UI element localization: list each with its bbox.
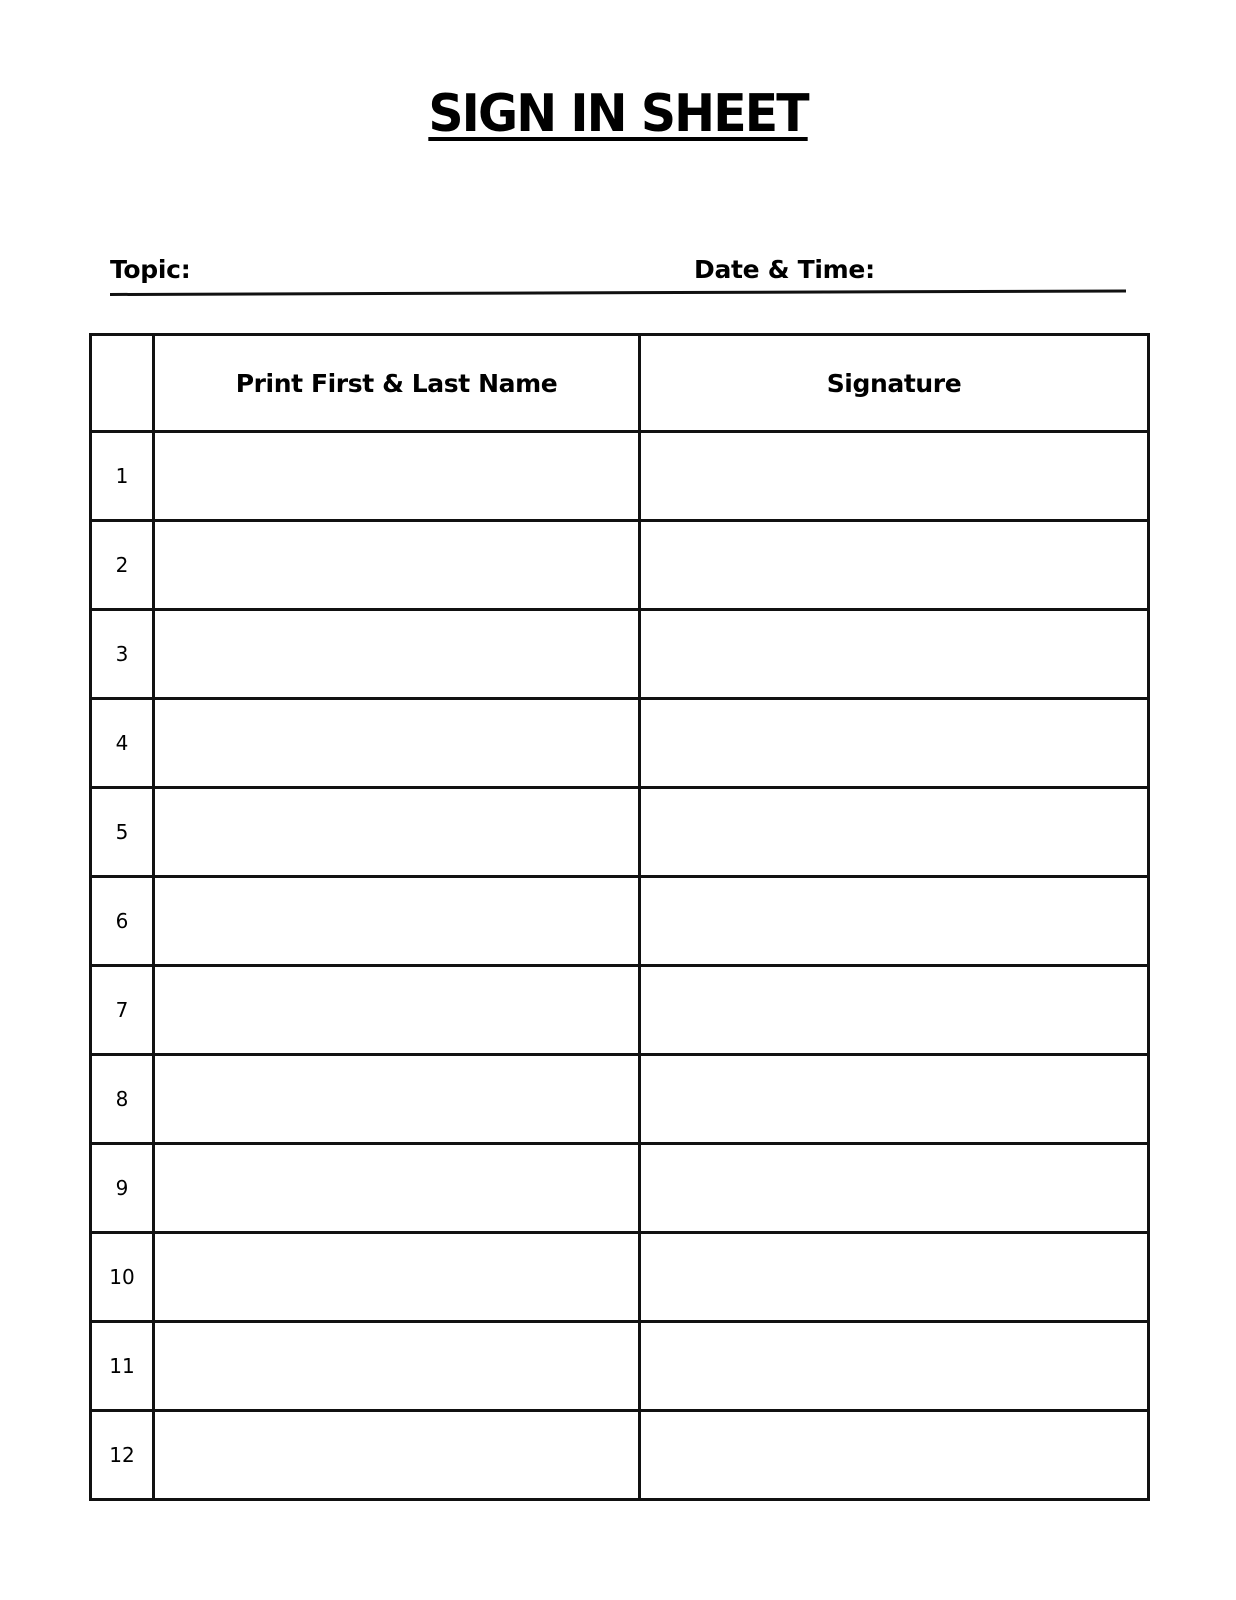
table-row — [91, 521, 1149, 610]
signature-cell[interactable] — [640, 1322, 1149, 1411]
table-row — [91, 877, 1149, 966]
row-number: 4 — [91, 699, 154, 788]
name-cell[interactable] — [154, 432, 640, 521]
sign-in-table — [89, 333, 1150, 1501]
table-row — [91, 610, 1149, 699]
row-number: 9 — [91, 1144, 154, 1233]
signature-cell[interactable] — [640, 610, 1149, 699]
row-number: 3 — [91, 610, 154, 699]
row-number: 2 — [91, 521, 154, 610]
name-cell[interactable] — [154, 610, 640, 699]
signature-cell[interactable] — [640, 966, 1149, 1055]
page-title: SIGN IN SHEET — [428, 84, 808, 144]
table-body — [91, 432, 1149, 1500]
signature-cell[interactable] — [640, 699, 1149, 788]
table-row — [91, 432, 1149, 521]
row-number: 8 — [91, 1055, 154, 1144]
row-number: 5 — [91, 788, 154, 877]
table-row — [91, 788, 1149, 877]
table-row — [91, 966, 1149, 1055]
name-cell[interactable] — [154, 877, 640, 966]
row-number: 11 — [91, 1322, 154, 1411]
signature-cell[interactable] — [640, 1055, 1149, 1144]
signature-cell[interactable] — [640, 788, 1149, 877]
column-header-signature: Signature — [640, 335, 1149, 432]
name-cell[interactable] — [154, 1233, 640, 1322]
signature-cell[interactable] — [640, 521, 1149, 610]
table-row — [91, 1411, 1149, 1500]
name-cell[interactable] — [154, 1322, 640, 1411]
name-cell[interactable] — [154, 966, 640, 1055]
table-row — [91, 1233, 1149, 1322]
row-number: 6 — [91, 877, 154, 966]
table-header-row — [91, 335, 1149, 432]
row-number: 12 — [91, 1411, 154, 1500]
column-header-name: Print First & Last Name — [154, 335, 640, 432]
topic-label: Topic: — [110, 255, 191, 284]
signature-cell[interactable] — [640, 432, 1149, 521]
name-cell[interactable] — [154, 788, 640, 877]
row-number: 10 — [91, 1233, 154, 1322]
signature-cell[interactable] — [640, 1411, 1149, 1500]
name-cell[interactable] — [154, 1144, 640, 1233]
topic-date-line[interactable] — [110, 289, 1126, 296]
table-row — [91, 1322, 1149, 1411]
table-row — [91, 1144, 1149, 1233]
column-header-number — [91, 335, 154, 432]
name-cell[interactable] — [154, 1411, 640, 1500]
row-number: 1 — [91, 432, 154, 521]
date-time-label: Date & Time: — [694, 255, 875, 284]
signature-cell[interactable] — [640, 877, 1149, 966]
table-row — [91, 1055, 1149, 1144]
signature-cell[interactable] — [640, 1233, 1149, 1322]
row-number: 7 — [91, 966, 154, 1055]
name-cell[interactable] — [154, 699, 640, 788]
name-cell[interactable] — [154, 521, 640, 610]
table-row — [91, 699, 1149, 788]
signature-cell[interactable] — [640, 1144, 1149, 1233]
name-cell[interactable] — [154, 1055, 640, 1144]
